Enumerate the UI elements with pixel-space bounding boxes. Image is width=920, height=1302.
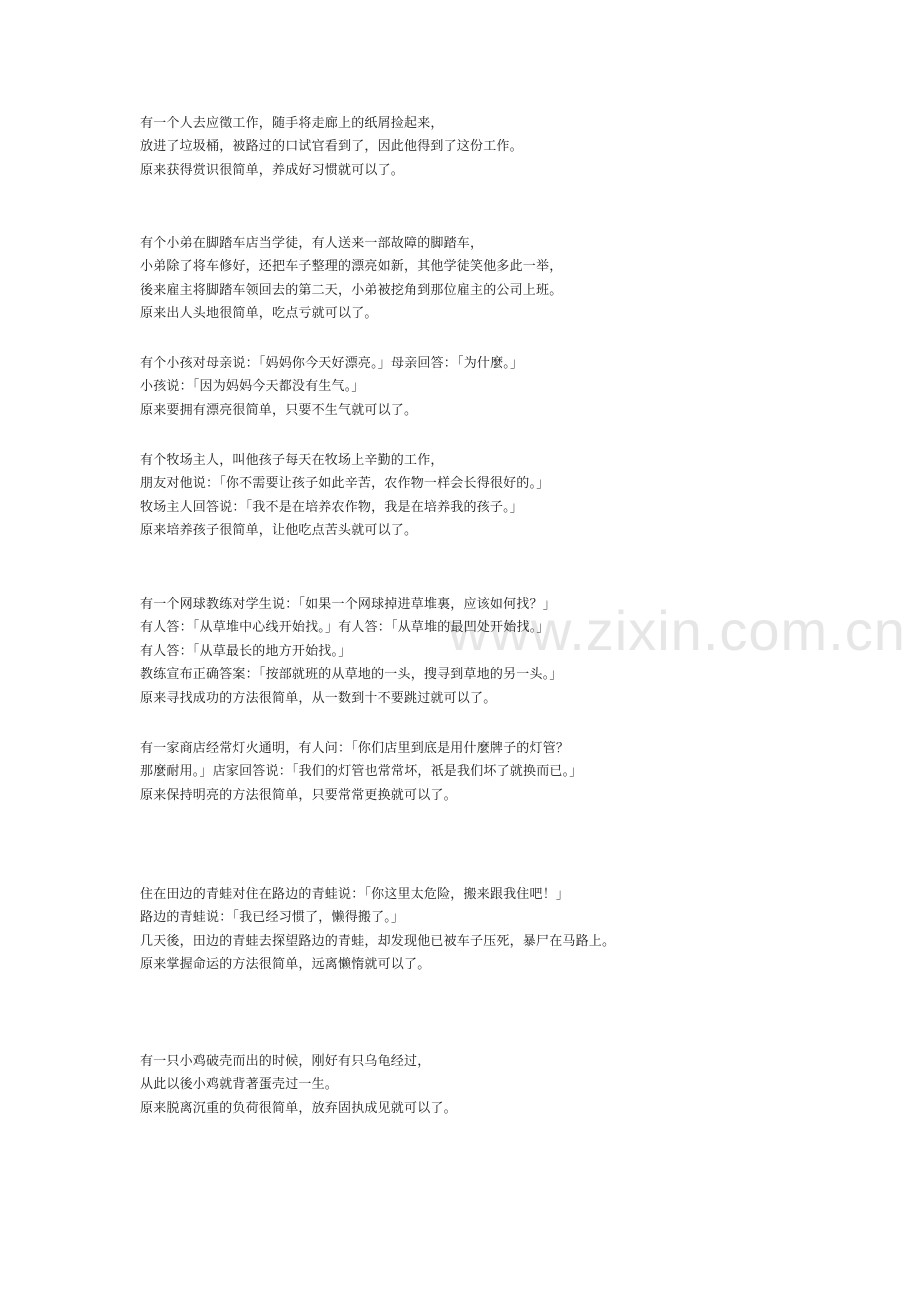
text-line: 原来出人头地很简单，吃点亏就可以了。 [140, 306, 378, 322]
text-line: 小孩说：「因为妈妈今天都没有生气。」 [140, 379, 365, 395]
text-line: 有一个网球教练对学生说：「如果一个网球掉进草堆裏，应该如何找？」 [140, 597, 556, 612]
text-line: 牧场主人回答说：「我不是在培养农作物，我是在培养我的孩子。」 [140, 499, 524, 515]
story-paragraph-4 [140, 449, 840, 543]
story-paragraph-8 [140, 1050, 840, 1120]
story-paragraph-1 [140, 112, 840, 182]
story-paragraph-5 [140, 593, 840, 710]
text-line: 几天後，田边的青蛙去探望路边的青蛙，却发现他已被车子压死，暴尸在马路上。 [140, 933, 616, 949]
text-line: 朋友对他说：「你不需要让孩子如此辛苦，农作物一样会长得很好的。」 [140, 476, 550, 492]
story-paragraph-3 [140, 352, 840, 422]
text-line: 住在田边的青蛙对住在路边的青蛙说：「你这里太危险，搬来跟我住吧！」 [140, 887, 570, 902]
text-line: 放进了垃圾桶，被路过的口试官看到了，因此他得到了这份工作。 [140, 139, 523, 155]
story-paragraph-2 [140, 232, 840, 326]
text-line: 原来培养孩子很简单，让他吃点苦头就可以了。 [140, 523, 418, 539]
text-line: 有个牧场主人，叫他孩子每天在牧场上辛勤的工作， [140, 453, 444, 468]
text-line: 从此以後小鸡就背著蛋壳过一生。 [140, 1077, 339, 1093]
text-line: 有一只小鸡破壳而出的时候，刚好有只乌龟经过， [140, 1054, 431, 1069]
text-line: 有一个人去应徵工作，随手将走廊上的纸屑捡起来， [140, 116, 444, 131]
text-line: 原来获得赏识很简单，养成好习惯就可以了。 [140, 162, 405, 178]
text-line: 原来脱离沉重的负荷很简单，放弃固执成见就可以了。 [140, 1100, 457, 1116]
text-line: 原来要拥有漂亮很简单，只要不生气就可以了。 [140, 402, 418, 418]
text-line: 有个小孩对母亲说：「妈妈你今天好漂亮。」母亲回答：「为什麼。」 [140, 356, 524, 371]
text-line: 有个小弟在脚踏车店当学徒，有人送来一部故障的脚踏车， [140, 236, 484, 251]
watermark: www.zixin.com.cn [448, 599, 906, 662]
text-line: 路边的青蛙说：「我已经习惯了，懒得搬了。」 [140, 910, 405, 926]
text-line: 有人答：「从草最长的地方开始找。」 [140, 643, 352, 659]
text-line: 後来雇主将脚踏车领回去的第二天，小弟被挖角到那位雇主的公司上班。 [140, 282, 563, 298]
text-line: 那麼耐用。」店家回答说：「我们的灯管也常常坏，祇是我们坏了就换而已。」 [140, 764, 583, 780]
text-line: 有一家商店经常灯火通明，有人问：「你们店里到底是用什麼牌子的灯管？ [140, 741, 570, 756]
text-line: 小弟除了将车修好，还把车子整理的漂亮如新，其他学徒笑他多此一举， [140, 259, 563, 275]
text-line: 原来保持明亮的方法很简单，只要常常更换就可以了。 [140, 787, 457, 803]
story-paragraph-6 [140, 737, 840, 807]
text-line: 原来寻找成功的方法很简单，从一数到十不要跳过就可以了。 [140, 690, 497, 706]
text-line: 有人答：「从草堆中心线开始找。」有人答：「从草堆的最凹处开始找。」 [140, 620, 550, 636]
text-line: 教练宣布正确答案：「按部就班的从草地的一头，搜寻到草地的另一头。」 [140, 667, 563, 683]
story-paragraph-7 [140, 883, 840, 977]
text-line: 原来掌握命运的方法很简单，远离懒惰就可以了。 [140, 957, 431, 973]
